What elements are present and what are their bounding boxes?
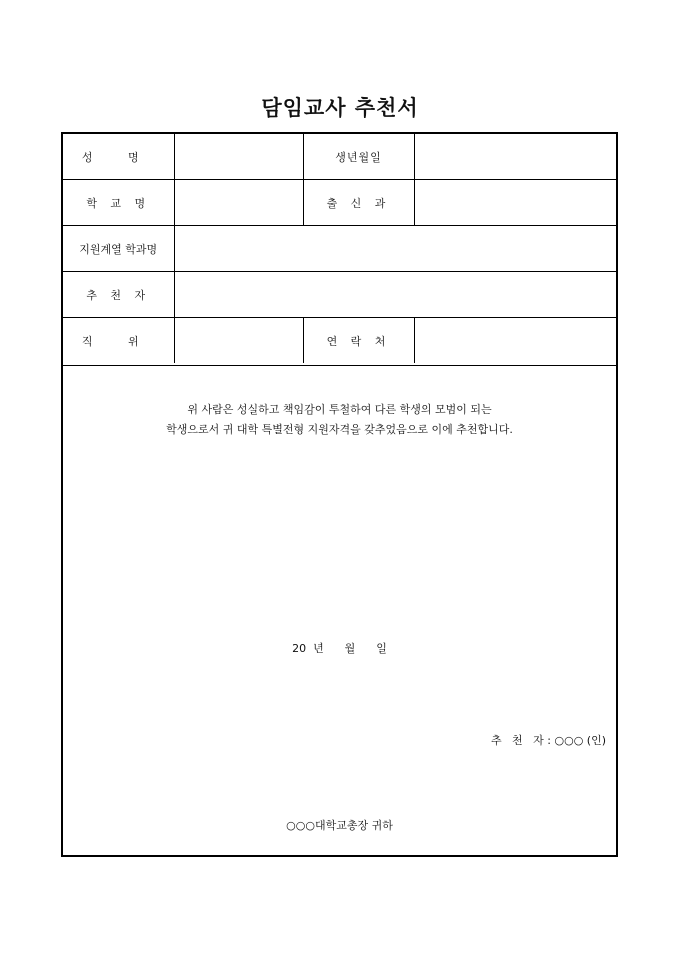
major-label: 지원계열 학과명 xyxy=(63,226,174,272)
school-value[interactable] xyxy=(174,180,303,226)
dept-label: 출 신 과 xyxy=(303,180,414,226)
dept-value[interactable] xyxy=(414,180,616,226)
major-value[interactable] xyxy=(174,226,616,272)
page-title: 담임교사 추천서 xyxy=(261,96,419,120)
table-row xyxy=(63,134,616,180)
birth-value[interactable] xyxy=(414,134,616,180)
recommender-label: 추 천 자 xyxy=(63,272,174,318)
table-row xyxy=(63,272,616,318)
statement-line-1: 위 사람은 성실하고 책임감이 투철하여 다른 학생의 모범이 되는 xyxy=(187,403,492,416)
birth-label: 생년월일 xyxy=(303,134,414,180)
info-table xyxy=(63,134,616,363)
position-label: 직 위 xyxy=(63,318,174,364)
divider xyxy=(63,365,616,366)
addressee: ○○○대학교총장 귀하 xyxy=(286,819,393,832)
school-label: 학 교 명 xyxy=(63,180,174,226)
name-value[interactable] xyxy=(174,134,303,180)
table-row xyxy=(63,318,616,364)
date-line: 20 년 월 일 xyxy=(292,642,387,655)
contact-label: 연 락 처 xyxy=(303,318,414,364)
statement-text xyxy=(63,400,616,440)
recommendation-form xyxy=(61,132,618,857)
recommender-signature: 추 천 자 : ○○○ (인) xyxy=(490,734,606,747)
recommender-value[interactable] xyxy=(174,272,616,318)
position-value[interactable] xyxy=(174,318,303,364)
table-row xyxy=(63,226,616,272)
statement-line-2: 학생으로서 귀 대학 특별전형 지원자격을 갖추었음으로 이에 추천합니다. xyxy=(166,423,513,436)
name-label: 성 명 xyxy=(63,134,174,180)
contact-value[interactable] xyxy=(414,318,616,364)
table-row xyxy=(63,180,616,226)
